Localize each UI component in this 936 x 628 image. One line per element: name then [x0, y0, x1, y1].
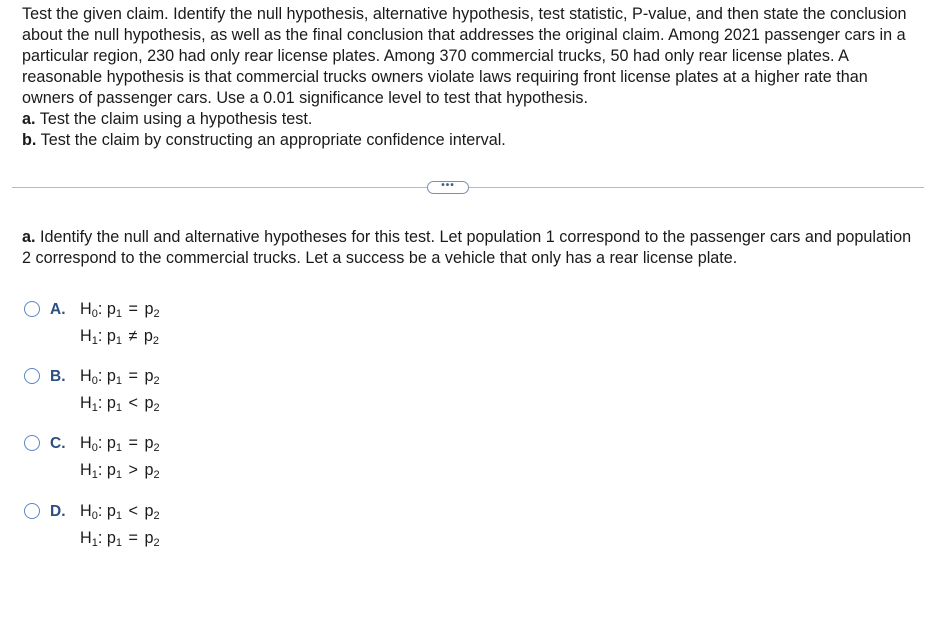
null-hypothesis: $H_0$: $p_1 < p_2$ [80, 502, 160, 522]
part-b-text: Test the claim by constructing an appropriate confidence interval. [40, 131, 506, 149]
problem-intro: Test the given claim. Identify the null hypothesis, alternative hypothesis, test statistic, P-value, and then state the conclusion about the null hypothesis, as well as the final conclusion that addresses the original claim. Among 2021 passenger cars in a particular region, 230 had only rear license plates. Among 370 commercial trucks, 50 had only rear license plates. A reasonable hypothesis is that commercial trucks owners violate laws requiring front license plates at a higher rate than owners of passenger cars. Use a 0.01 significance level to test that hypothesis. [22, 5, 907, 107]
alternative-hypothesis: $H_1$: $p_1 = p_2$ [80, 529, 160, 549]
radio-option-d[interactable] [24, 503, 40, 519]
part-b-letter: b. [22, 131, 37, 149]
radio-option-a[interactable] [24, 301, 40, 317]
option-letter: A. [50, 301, 66, 318]
part-a-text: Test the claim using a hypothesis test. [39, 110, 313, 128]
null-hypothesis: $H_0$: $p_1 = p_2$ [80, 300, 160, 320]
problem-statement [22, 4, 922, 151]
alternative-hypothesis: $H_1$: $p_1 > p_2$ [80, 461, 160, 481]
radio-option-c[interactable] [24, 435, 40, 451]
option-letter: B. [50, 368, 66, 385]
problem-part-b [22, 130, 922, 151]
expand-button[interactable] [427, 181, 469, 194]
radio-option-b[interactable] [24, 368, 40, 384]
option-letter: D. [50, 503, 66, 520]
null-hypothesis: $H_0$: $p_1 = p_2$ [80, 367, 160, 387]
more-dots-icon: ••• [441, 179, 455, 191]
problem-part-a [22, 109, 922, 130]
part-a-letter: a. [22, 110, 36, 128]
alternative-hypothesis: $H_1$: $p_1 \ne p_2$ [80, 327, 159, 347]
question-letter: a. [22, 228, 36, 246]
question-prompt [22, 227, 922, 269]
option-letter: C. [50, 435, 66, 452]
null-hypothesis: $H_0$: $p_1 = p_2$ [80, 434, 160, 454]
question-text: Identify the null and alternative hypotheses for this test. Let population 1 correspond to the passenger cars and population 2 correspond to the commercial trucks. Let a success be a vehicle that only has a rear license plate. [22, 228, 912, 267]
alternative-hypothesis: $H_1$: $p_1 < p_2$ [80, 394, 160, 414]
